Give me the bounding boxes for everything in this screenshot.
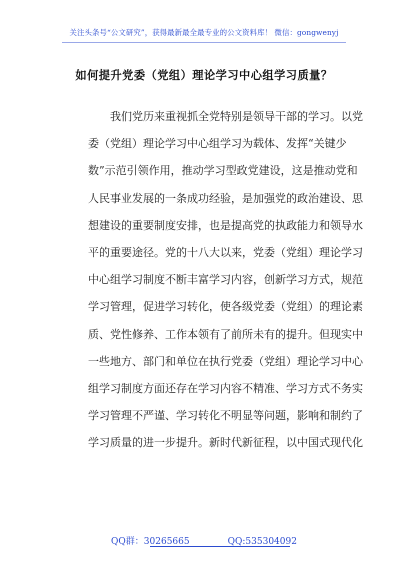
body-line: 组学习制度方面还存在学习内容不精准、学习方式不务实: [88, 381, 363, 395]
document-body: [88, 103, 363, 456]
footer-qq-group: QQ群：30265665: [111, 537, 190, 547]
header-divider: [62, 42, 346, 43]
body-line: 人民事业发展的一条成功经验，是加强党的政治建设、思: [88, 191, 363, 205]
body-line: 中心组学习制度不断丰富学习内容，创新学习方式，规范: [88, 273, 363, 287]
body-line: 委（党组）理论学习中心组学习为载体、发挥“关键少: [88, 137, 347, 151]
body-line: 学习管理，促进学习转化，使各级党委（党组）的理论素: [88, 300, 363, 314]
body-line: 学习质量的进一步提升。新时代新征程，以中国式现代化: [88, 436, 363, 450]
document-title: 如何提升党委（党组）理论学习中心组学习质量？: [75, 69, 333, 82]
header-promo-banner: 关注头条号“公文研究”，获得最新最全最专业的公文资料库！ 微信：gongwenyj: [69, 28, 339, 37]
footer-qq-number: QQ:535304092: [227, 537, 297, 547]
body-line: 质、党性修养、工作本领有了前所未有的提升。但现实中: [88, 327, 363, 341]
body-line: 学习管理不严谨、学习转化不明显等问题，影响和制约了: [88, 409, 363, 423]
body-line: 数”示范引领作用，推动学习型政党建设，这是推动党和: [88, 164, 358, 178]
body-line: 想建设的重要制度安排，也是提高党的执政能力和领导水: [88, 218, 363, 232]
body-line: 平的重要途径。党的十八大以来，党委（党组）理论学习: [88, 245, 363, 259]
body-line: 一些地方、部门和单位在执行党委（党组）理论学习中心: [88, 354, 363, 368]
footer-underline: [150, 546, 290, 547]
body-line: 我们党历来重视抓全党特别是领导干部的学习。以党: [110, 110, 363, 123]
